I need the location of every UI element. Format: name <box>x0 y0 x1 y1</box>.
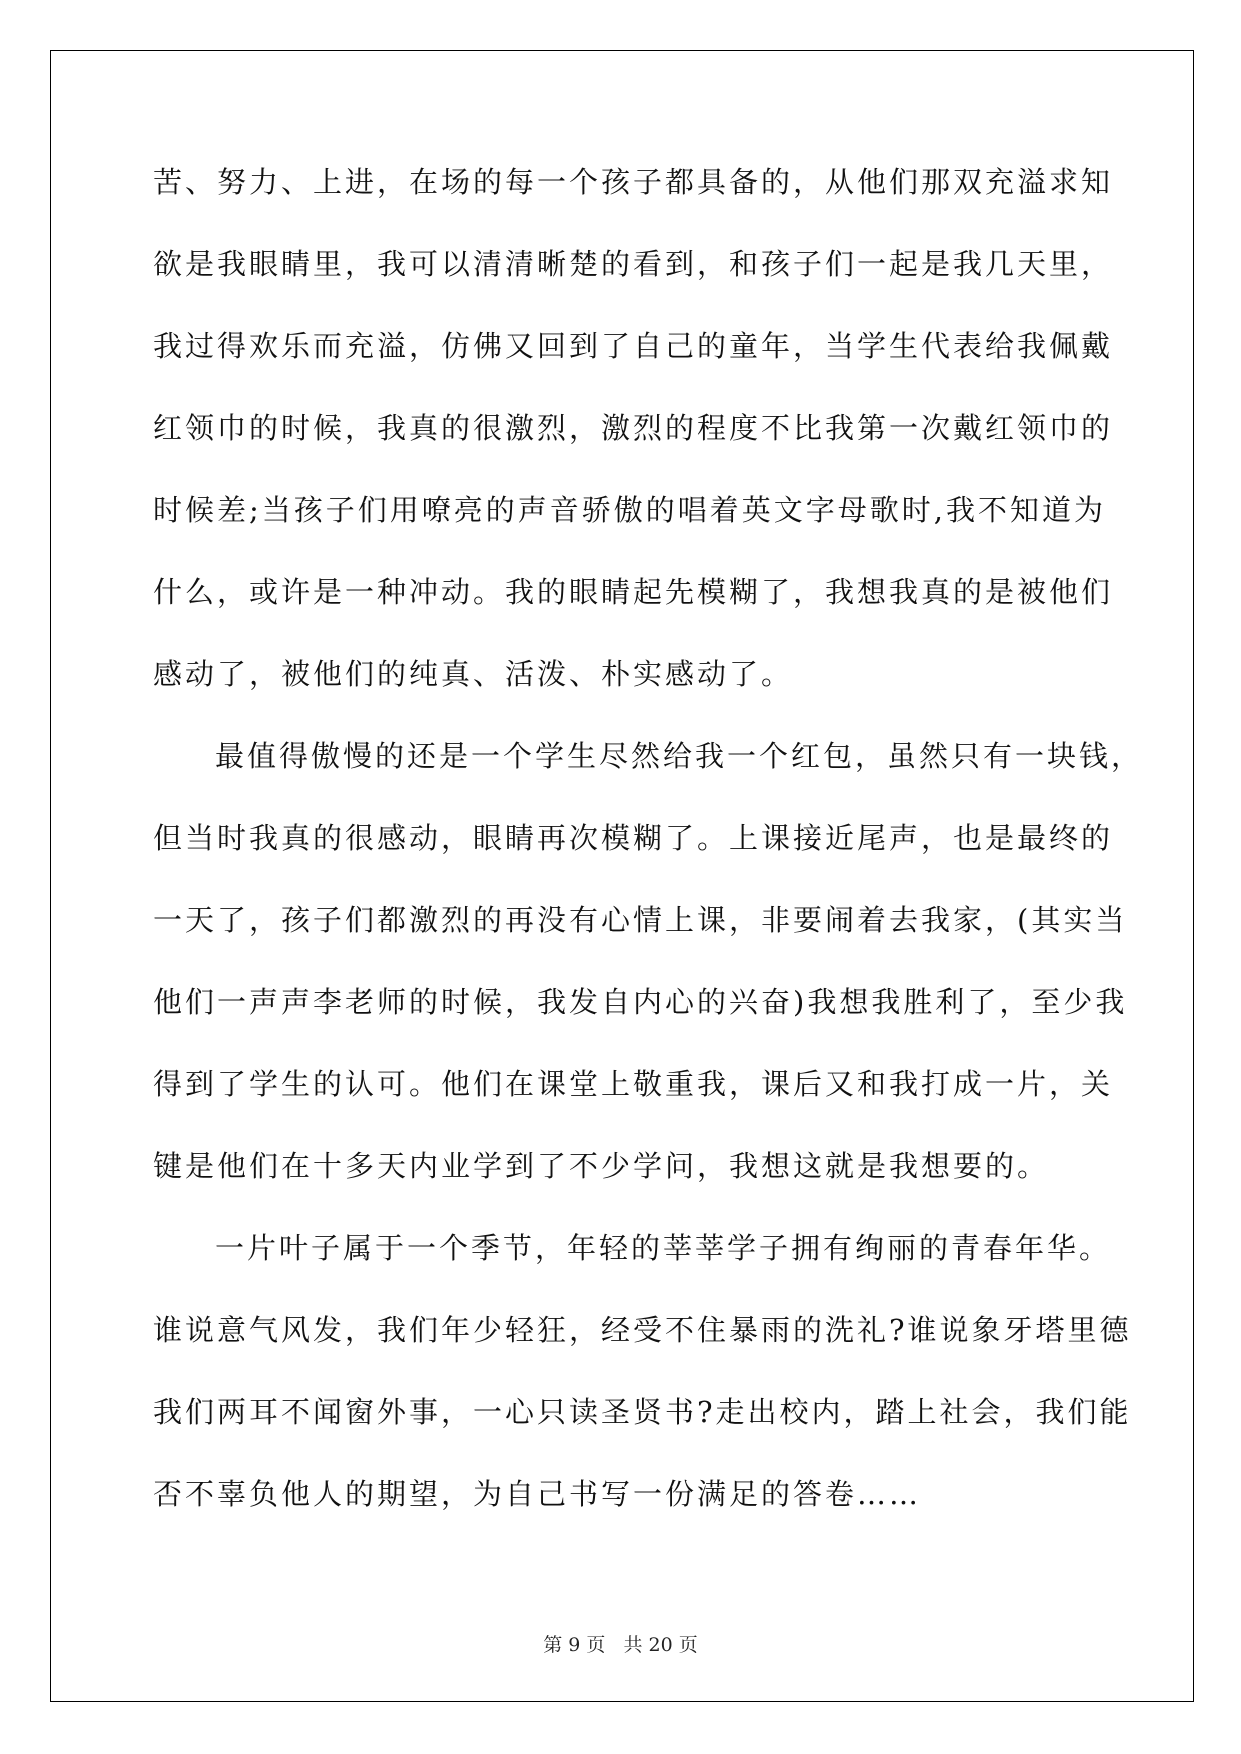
text-line: 红领巾的时候，我真的很激烈，激烈的程度不比我第一次戴红领巾的 <box>153 411 1114 445</box>
text-line: 感动了，被他们的纯真、活泼、朴实感动了。 <box>153 657 794 691</box>
page-total: 共 20 页 <box>623 1634 698 1656</box>
page-number: 第 9 页 <box>543 1634 606 1656</box>
text-line: 他们一声声李老师的时候，我发自内心的兴奋)我想我胜利了，至少我 <box>153 985 1128 1019</box>
document-body <box>153 162 1144 1556</box>
text-line: 否不辜负他人的期望，为自己书写一份满足的答卷…… <box>153 1477 922 1511</box>
text-line: 谁说意气风发，我们年少轻狂，经受不住暴雨的洗礼?谁说象牙塔里德 <box>153 1313 1132 1347</box>
text-line: 得到了学生的认可。他们在课堂上敬重我，课后又和我打成一片，关 <box>153 1067 1114 1101</box>
paragraph-start-line: 最值得傲慢的还是一个学生尽然给我一个红包，虽然只有一块钱， <box>215 739 1144 773</box>
page-footer <box>0 1630 1241 1657</box>
text-line: 键是他们在十多天内业学到了不少学问，我想这就是我想要的。 <box>153 1149 1050 1183</box>
text-line: 我过得欢乐而充溢，仿佛又回到了自己的童年，当学生代表给我佩戴 <box>153 329 1114 363</box>
text-line: 欲是我眼睛里，我可以清清晰楚的看到，和孩子们一起是我几天里， <box>153 247 1114 281</box>
text-line: 一天了，孩子们都激烈的再没有心情上课，非要闹着去我家，(其实当 <box>153 903 1128 937</box>
text-line: 苦、努力、上进，在场的每一个孩子都具备的，从他们那双充溢求知 <box>153 165 1114 199</box>
text-line: 我们两耳不闻窗外事，一心只读圣贤书?走出校内，踏上社会，我们能 <box>153 1395 1132 1429</box>
paragraph-start-line: 一片叶子属于一个季节，年轻的莘莘学子拥有绚丽的青春年华。 <box>215 1231 1112 1265</box>
text-line: 但当时我真的很感动，眼睛再次模糊了。上课接近尾声，也是最终的 <box>153 821 1114 855</box>
text-line: 什么，或许是一种冲动。我的眼睛起先模糊了，我想我真的是被他们 <box>153 575 1114 609</box>
text-line: 时候差;当孩子们用嘹亮的声音骄傲的唱着英文字母歌时,我不知道为 <box>153 493 1106 527</box>
